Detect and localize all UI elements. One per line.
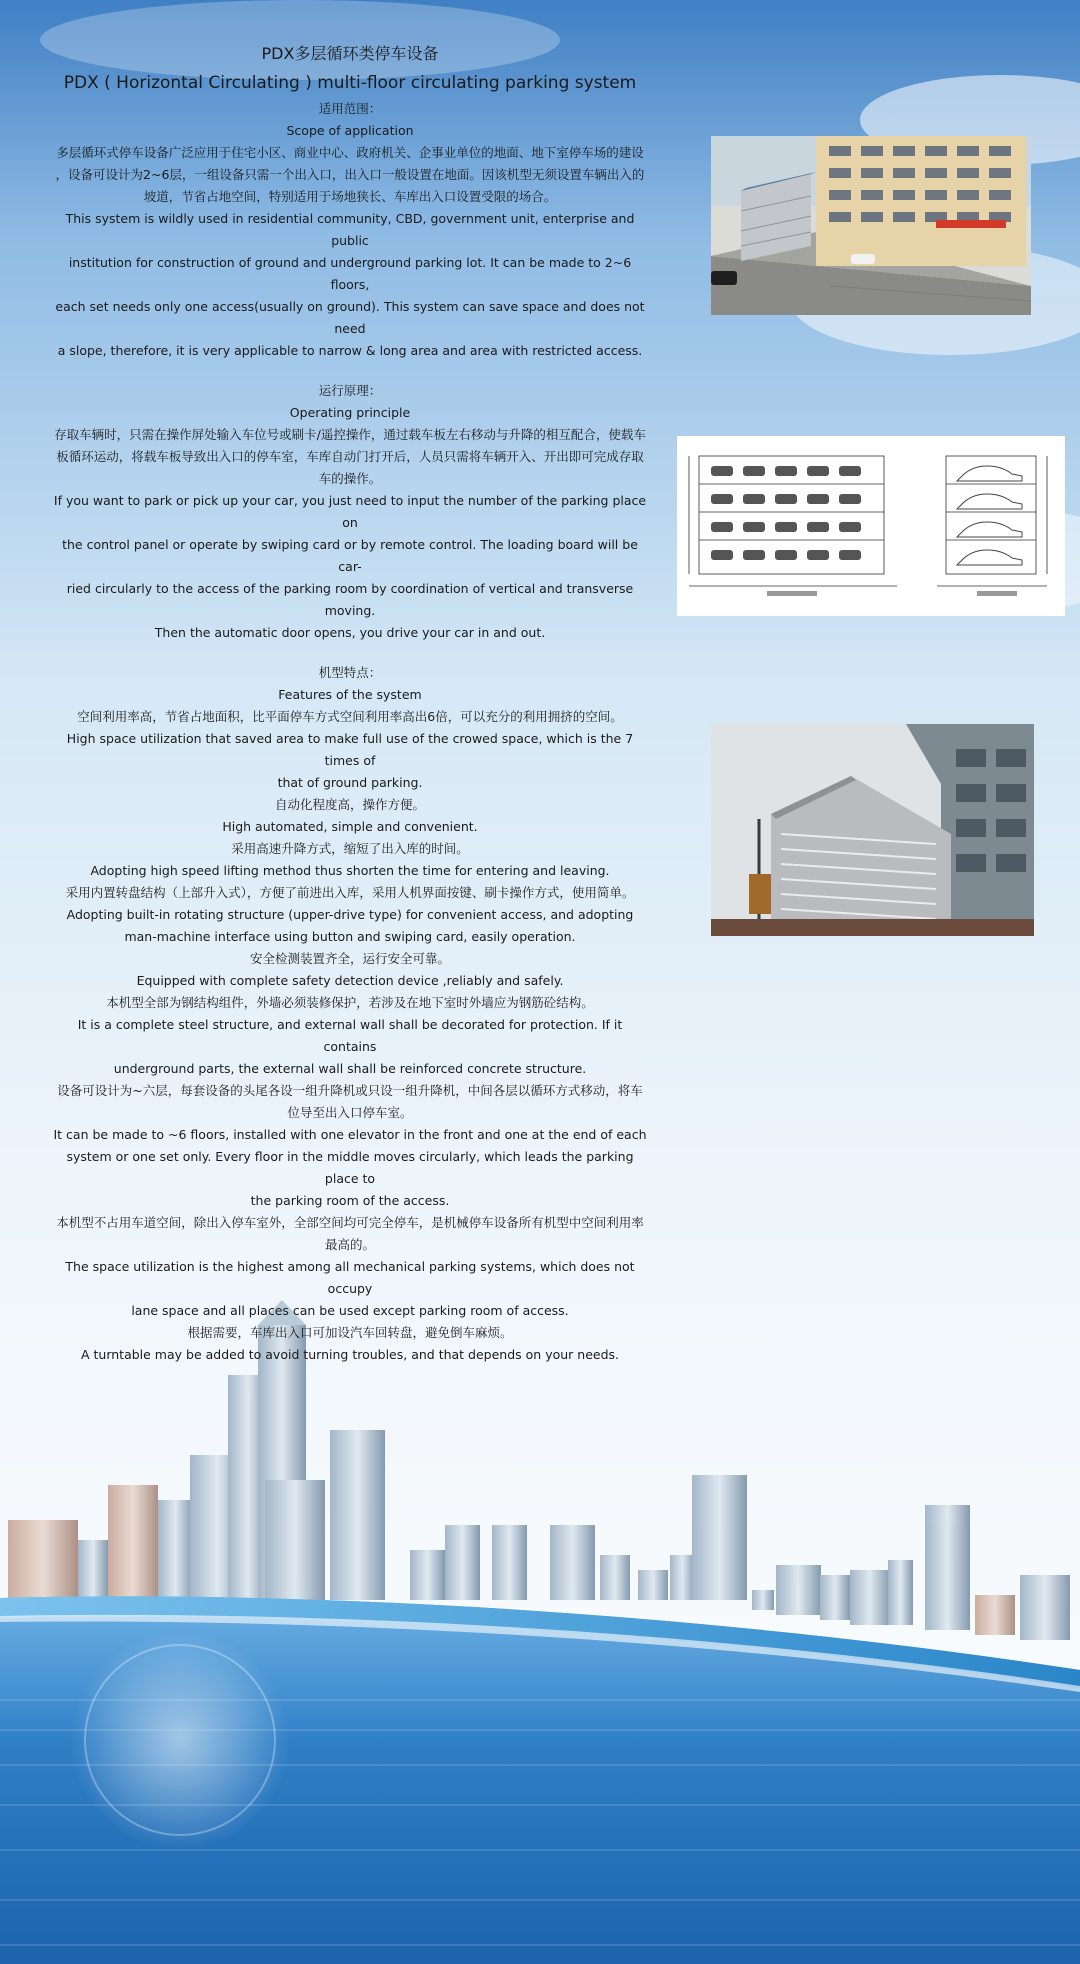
- text-line: A turntable may be added to avoid turning troubles, and that depends on your needs.: [80, 1347, 619, 1362]
- text-line: 本机型不占用车道空间，除出入停车室外，全部空间均可完全停车，是机械停车设备所有机型中空间利用率: [56, 1215, 644, 1230]
- text-line: 最高的。: [324, 1237, 375, 1252]
- text-line: 空间利用率高，节省占地面积，比平面停车方式空间利用率高出6倍，可以充分的利用拥挤的空间。: [77, 709, 623, 724]
- text-line: the parking room of the access.: [250, 1193, 450, 1208]
- text-line: It is a complete steel structure, and external wall shall be decorated for protection. If it contains: [77, 1017, 623, 1054]
- text-line: lane space and all places can be used except parking room of access.: [131, 1303, 569, 1318]
- text-line: man-machine interface using button and swiping card, easily operation.: [124, 929, 576, 944]
- text-line: the control panel or operate by swiping card or by remote control. The loading board will be car-: [62, 537, 638, 574]
- text-line: institution for construction of ground and underground parking lot. It can be made to 2~6 floors,: [68, 255, 632, 292]
- text-line: ，设备可设计为2~6层，一组设备只需一个出入口，出入口一般设置在地面。因该机型无须设置车辆出入的: [55, 167, 645, 182]
- text-line: Equipped with complete safety detection device ,reliably and safely.: [136, 973, 564, 988]
- title-chinese: PDX多层循环类停车设备: [261, 44, 439, 63]
- text-line: 板循环运动，将载车板导致出入口的停车室，车库自动门打开后，人员只需将车辆开入、开出即可完成存取: [56, 449, 644, 464]
- text-line: 设备可设计为~六层，每套设备的头尾各设一组升降机或只设一组升降机，中间各层以循环方式移动，将车: [57, 1083, 643, 1098]
- text-line: a slope, therefore, it is very applicable to narrow & long area and area with restricted access.: [57, 343, 643, 358]
- text-line: Adopting high speed lifting method thus shorten the time for entering and leaving.: [90, 863, 610, 878]
- text-line: that of ground parking.: [277, 775, 423, 790]
- text-line: This system is wildly used in residential community, CBD, government unit, enterprise and public: [65, 211, 635, 248]
- text-line: 自动化程度高，操作方便。: [274, 797, 425, 812]
- content-column: [50, 44, 650, 1366]
- text-line: 车的操作。: [318, 471, 382, 486]
- section-heading-cn: 适用范围：: [318, 101, 382, 116]
- section-scope: [50, 98, 650, 362]
- text-line: system or one set only. Every floor in the middle moves circularly, which leads the parking place to: [66, 1149, 634, 1186]
- text-line: 采用内置转盘结构（上部升入式），方便了前进出入库，采用人机界面按键、刷卡操作方式，使用简单。: [65, 885, 635, 900]
- section-operating: [50, 380, 650, 644]
- text-line: 采用高速升降方式，缩短了出入库的时间。: [231, 841, 469, 856]
- text-line: The space utilization is the highest among all mechanical parking systems, which does not occupy: [65, 1259, 635, 1296]
- section-heading-en: Features of the system: [278, 687, 422, 702]
- text-line: 根据需要，车库出入口可加设汽车回转盘，避免倒车麻烦。: [187, 1325, 513, 1340]
- text-line: High space utilization that saved area to make full use of the crowed space, which is the 7 times of: [66, 731, 634, 768]
- text-line: underground parts, the external wall shall be reinforced concrete structure.: [113, 1061, 587, 1076]
- section-heading-en: Scope of application: [286, 123, 414, 138]
- text-line: 存取车辆时，只需在操作屏处输入车位号或刷卡/遥控操作，通过载车板左右移动与升降的相互配合，使载车: [54, 427, 646, 442]
- text-line: Adopting built-in rotating structure (upper-drive type) for convenient access, and adopting: [66, 907, 634, 922]
- text-line: each set needs only one access(usually on ground). This system can save space and does not need: [55, 299, 645, 336]
- text-line: 坡道，节省占地空间，特别适用于场地狭长、车库出入口设置受限的场合。: [143, 189, 557, 204]
- text-line: 多层循环式停车设备广泛应用于住宅小区、商业中心、政府机关、企事业单位的地面、地下室停车场的建设: [56, 145, 644, 160]
- text-line: Then the automatic door opens, you drive your car in and out.: [154, 625, 546, 640]
- technical-drawing: [677, 436, 1065, 616]
- text-line: 安全检测装置齐全，运行安全可靠。: [249, 951, 450, 966]
- text-line: If you want to park or pick up your car, you just need to input the number of the parking place on: [53, 493, 647, 530]
- title-english: PDX ( Horizontal Circulating ) multi-floor circulating parking system: [63, 73, 637, 93]
- photo-parking-building: [711, 136, 1031, 315]
- text-line: High automated, simple and convenient.: [222, 819, 478, 834]
- section-features: [50, 662, 650, 1366]
- text-line: ried circularly to the access of the parking room by coordination of vertical and transverse moving.: [66, 581, 634, 618]
- section-heading-cn: 运行原理：: [318, 383, 382, 398]
- section-heading-en: Operating principle: [289, 405, 411, 420]
- text-line: 位导至出入口停车室。: [287, 1105, 413, 1120]
- photo-parking-tower: [711, 724, 1034, 936]
- text-line: It can be made to ~6 floors, installed with one elevator in the front and one at the end of each: [53, 1127, 647, 1142]
- text-line: 本机型全部为钢结构组件，外墙必须装修保护，若涉及在地下室时外墙应为钢筋砼结构。: [106, 995, 594, 1010]
- section-heading-cn: 机型特点：: [318, 665, 382, 680]
